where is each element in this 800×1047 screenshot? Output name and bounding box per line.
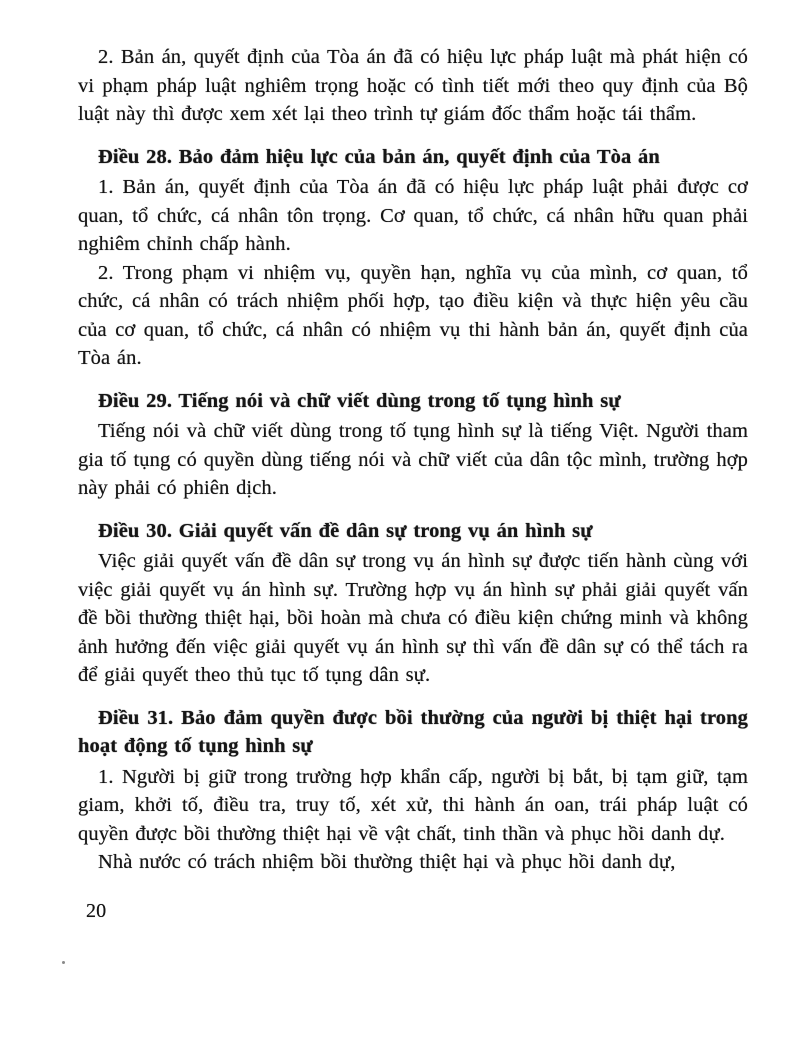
paragraph-judgment-review: 2. Bản án, quyết định của Tòa án đã có hiệu lực pháp luật mà phát hiện có vi phạm pháp luật nghiêm trọng hoặc có tình tiết mới theo quy định của Bộ luật này thì được xem xét lại theo trình tự giám đốc thẩm hoặc tái thẩm. (78, 46, 748, 125)
article-29-body: Tiếng nói và chữ viết dùng trong tố tụng hình sự là tiếng Việt. Người tham gia tố tụng có quyền dùng tiếng nói và chữ viết của dân tộc mình, trường hợp này phải có phiên dịch. (78, 420, 748, 499)
article-30-heading: Điều 30. Giải quyết vấn đề dân sự trong vụ án hình sự (98, 519, 593, 542)
article-29-heading: Điều 29. Tiếng nói và chữ viết dùng trong tố tụng hình sự (98, 389, 621, 412)
article-30-body: Việc giải quyết vấn đề dân sự trong vụ án hình sự được tiến hành cùng với việc giải quyết vụ án hình sự. Trường hợp vụ án hình sự phải giải quyết vấn đề bồi thường thiệt hại, bồi hoàn mà chưa có điều kiện chứng minh và không ảnh hưởng đến việc giải quyết vụ án hình sự thì vấn đề dân sự có thể tách ra để giải quyết theo thủ tục tố tụng dân sự. (78, 550, 748, 686)
article-28-clause-2: 2. Trong phạm vi nhiệm vụ, quyền hạn, nghĩa vụ của mình, cơ quan, tổ chức, cá nhân có trách nhiệm phối hợp, tạo điều kiện và thực hiện yêu cầu của cơ quan, tổ chức, cá nhân có nhiệm vụ thi hành bản án, quyết định của Tòa án. (78, 261, 748, 369)
page-number: 20 (86, 899, 107, 922)
text-column (78, 43, 748, 925)
article-28-clause-1: 1. Bản án, quyết định của Tòa án đã có hiệu lực pháp luật phải được cơ quan, tổ chức, cá nhân tôn trọng. Cơ quan, tổ chức, cá nhân hữu quan phải nghiêm chỉnh chấp hành. (78, 176, 748, 255)
article-31-clause-1: 1. Người bị giữ trong trường hợp khẩn cấp, người bị bắt, bị tạm giữ, tạm giam, khởi tố, điều tra, truy tố, xét xử, thi hành án oan, trái pháp luật có quyền được bồi thường thiệt hại về vật chất, tinh thần và phục hồi danh dự. (78, 765, 748, 845)
article-28-heading: Điều 28. Bảo đảm hiệu lực của bản án, quyết định của Tòa án (98, 145, 660, 168)
scan-artifact-dot (62, 961, 65, 964)
article-31-clause-2-partial: Nhà nước có trách nhiệm bồi thường thiệt hại và phục hồi danh dự, (98, 851, 676, 873)
article-31-heading: Điều 31. Bảo đảm quyền được bồi thường của người bị thiệt hại trong hoạt động tố tụng hình sự (78, 706, 748, 757)
